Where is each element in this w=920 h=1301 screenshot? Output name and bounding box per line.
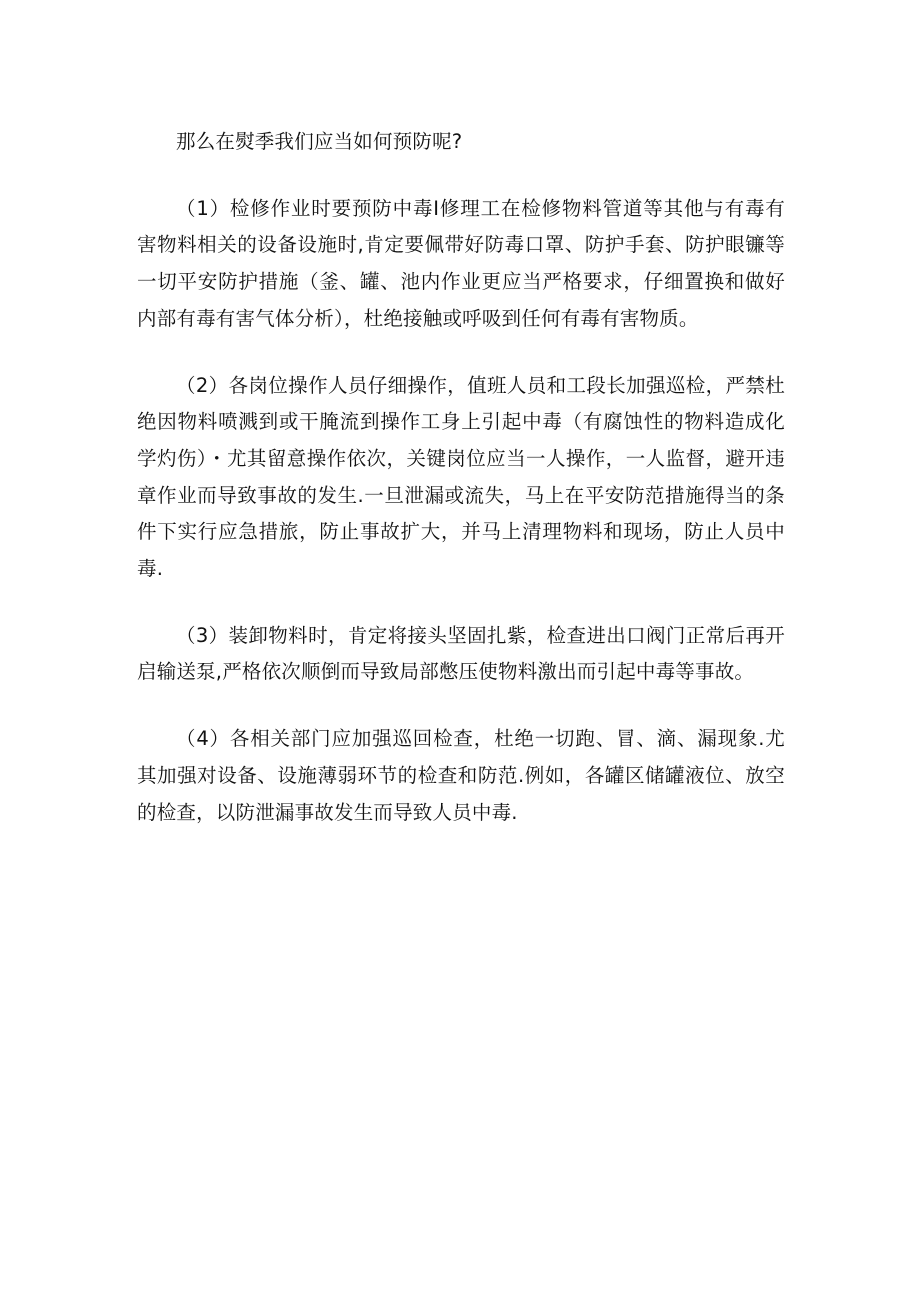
document-body	[137, 124, 785, 831]
paragraph-4: （4）各相关部门应加强巡回检查，杜绝一切跑、冒、滴、漏现象.尤其加强对设备、设施薄弱环节的检查和防范.例如，各罐区储罐液位、放空的检查，以防泄漏事故发生而导致人员中毒.	[137, 727, 785, 824]
intro-question: 那么在熨季我们应当如何预防呢?	[176, 130, 463, 153]
paragraph-3: （3）装卸物料时，肯定将接头坚固扎紫，检查进出口阀门正常后再开启输送泵,严格依次顺倒而导致局部憋压使物料激出而引起中毒等事故。	[137, 623, 785, 684]
paragraph-1: （1）检修作业时要预防中毒I修理工在检修物料管道等其他与有毒有害物料相关的设备设施时,肯定要佩带好防毒口罩、防护手套、防护眼镰等一切平安防护措施（釜、罐、池内作业更应当严格要求，仔细置换和做好内部有毒有害气体分析），杜绝接触或呼吸到任何有毒有害物质。	[137, 196, 785, 330]
paragraph-2: （2）各岗位操作人员仔细操作，值班人员和工段长加强巡检，严禁杜绝因物料喷溅到或干腌流到操作工身上引起中毒（有腐蚀性的物料造成化学灼伤）・尤其留意操作依次，关键岗位应当一人操作，一人监督，避开违章作业而导致事故的发生.一旦泄漏或流失，马上在平安防范措施得当的条件下实行应急措旅，防止事故扩大，并马上清理物料和现场，防止人员中毒.	[137, 373, 785, 581]
